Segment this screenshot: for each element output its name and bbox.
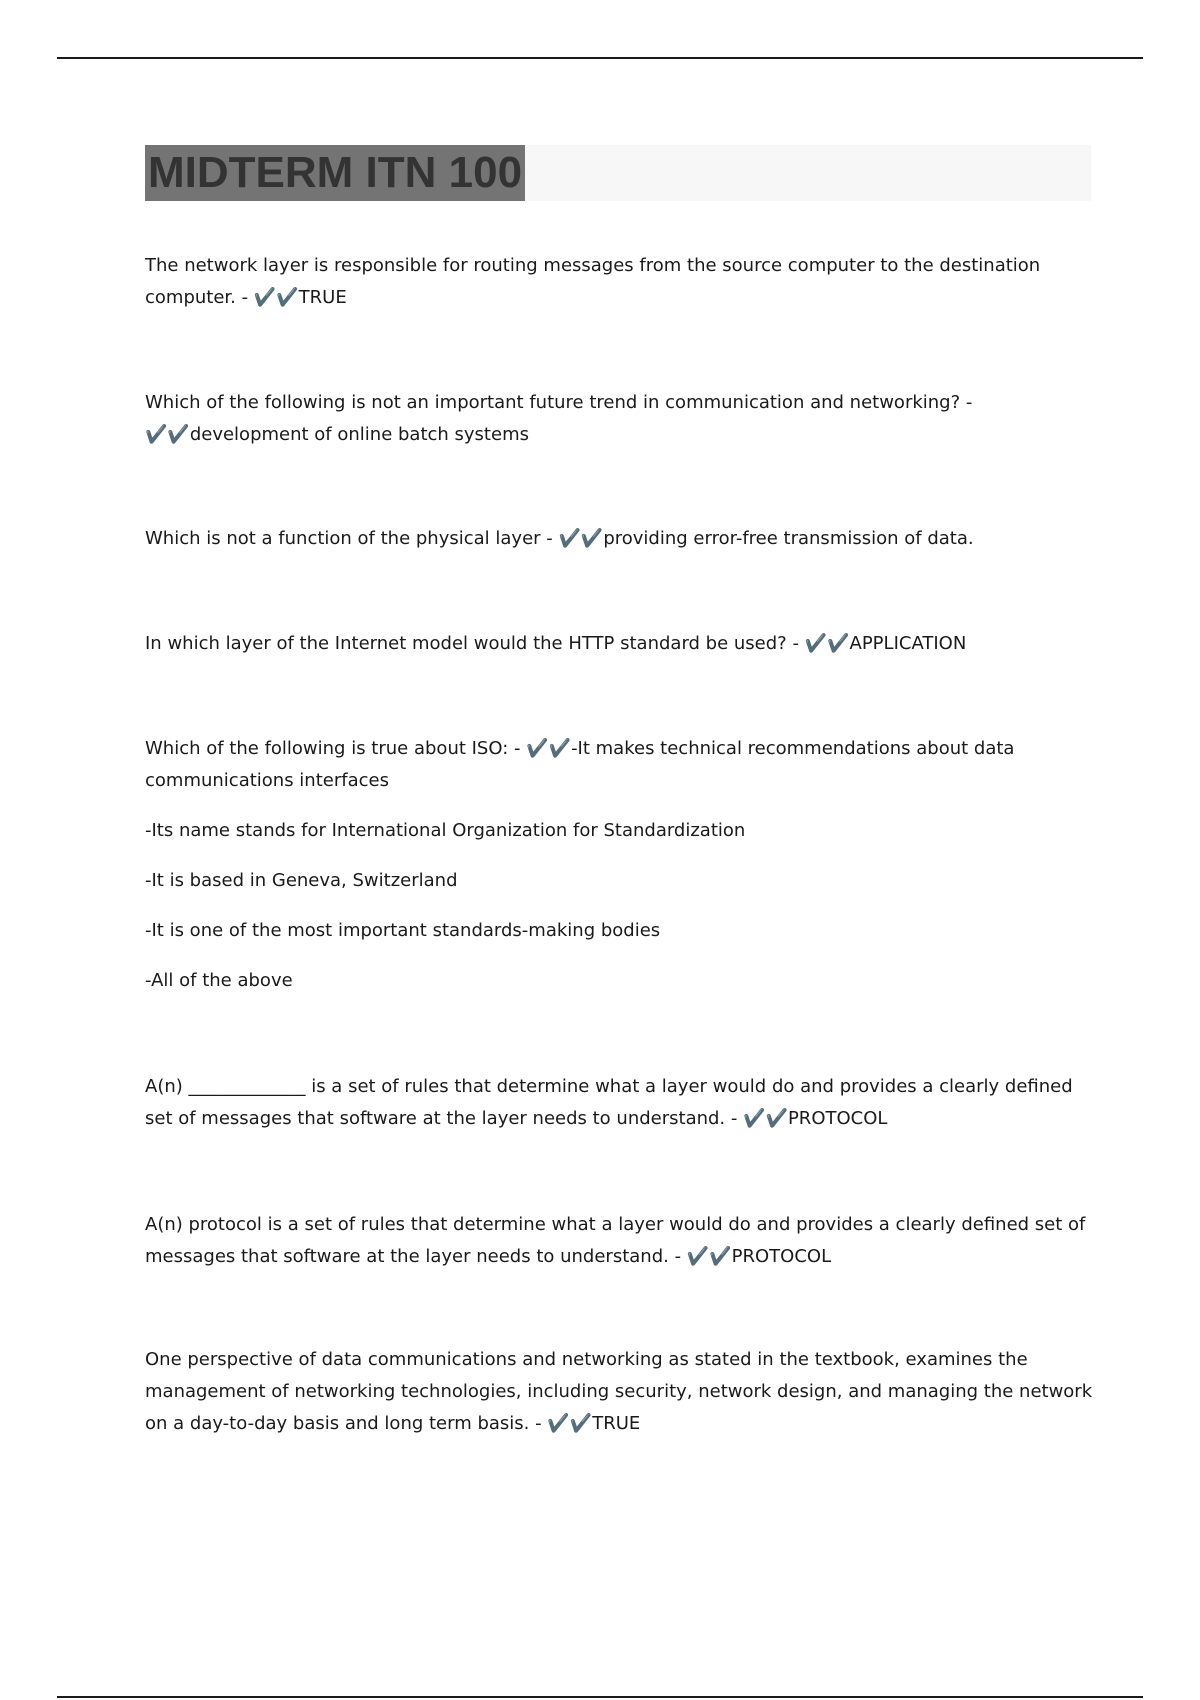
qa-paragraph — [145, 523, 1100, 555]
checkmark-icon: ✔️✔️ — [558, 528, 604, 549]
answer-text: PROTOCOL — [787, 1108, 888, 1129]
qa-item-4 — [145, 628, 1100, 660]
qa-paragraph — [145, 250, 1100, 314]
checkmark-icon: ✔️✔️ — [804, 633, 850, 654]
separator: - — [508, 738, 527, 759]
question-text: Which of the following is not an important future trend in communication and networking? — [145, 392, 961, 413]
answer-text: PROTOCOL — [731, 1246, 832, 1267]
qa-item-8 — [145, 1344, 1100, 1440]
answer-text: -It makes technical recommendations about data communications interfaces — [145, 738, 1015, 791]
checkmark-icon: ✔️✔️ — [686, 1246, 732, 1267]
qa-paragraph — [145, 628, 1100, 660]
question-text: A(n) protocol is a set of rules that determine what a layer would do and provides a clearly defined set of messages that software at the layer needs to understand. — [145, 1214, 1086, 1267]
checkmark-icon: ✔️✔️ — [743, 1108, 788, 1129]
qa-item-2 — [145, 387, 1100, 451]
qa-paragraph — [145, 1071, 1100, 1135]
qa-paragraph — [145, 387, 1100, 451]
separator: - — [960, 392, 973, 413]
document-title: MIDTERM ITN 100 — [145, 145, 525, 201]
qa-paragraph — [145, 733, 1100, 797]
separator: - — [786, 633, 805, 654]
question-text: In which layer of the Internet model would the HTTP standard be used? — [145, 633, 787, 654]
qa-item-5 — [145, 733, 1100, 997]
checkmark-icon: ✔️✔️ — [253, 287, 299, 308]
question-text: Which of the following is true about ISO: — [145, 738, 509, 759]
checkmark-icon: ✔️✔️ — [547, 1413, 593, 1434]
separator: - — [668, 1246, 687, 1267]
answer-line: -It is based in Geneva, Switzerland — [145, 870, 458, 891]
separator: - — [725, 1108, 744, 1129]
answer-line: -It is one of the most important standards-making bodies — [145, 920, 661, 941]
question-text: A(n) _____________ is a set of rules that determine what a layer would do and provides a clearly defined set of messages that software at the layer needs to understand. — [145, 1076, 1073, 1129]
footer-rule — [57, 1696, 1143, 1698]
qa-paragraph — [145, 1344, 1100, 1440]
separator: - — [540, 528, 559, 549]
qa-item-1 — [145, 250, 1100, 314]
answer-line: -Its name stands for International Organization for Standardization — [145, 820, 746, 841]
question-text: Which is not a function of the physical layer — [145, 528, 541, 549]
answer-line: -All of the above — [145, 970, 293, 991]
qa-item-3 — [145, 523, 1100, 555]
qa-item-6 — [145, 1071, 1100, 1135]
answer-text: TRUE — [592, 1413, 641, 1434]
qa-item-7 — [145, 1209, 1100, 1273]
answer-text: APPLICATION — [849, 633, 967, 654]
answer-text: providing error-free transmission of data. — [603, 528, 974, 549]
separator: - — [235, 287, 254, 308]
question-text: One perspective of data communications and networking as stated in the textbook, examines the management of networking technologies, including security, network design, and managing the network on a day-to-day basis and long term basis. — [145, 1349, 1093, 1434]
separator: - — [529, 1413, 548, 1434]
checkmark-icon: ✔️✔️ — [145, 424, 190, 445]
header-rule — [57, 57, 1143, 59]
answer-text: TRUE — [298, 287, 347, 308]
question-text: The network layer is responsible for routing messages from the source computer to the destination computer. — [145, 255, 1041, 308]
answer-text: development of online batch systems — [189, 424, 529, 445]
checkmark-icon: ✔️✔️ — [526, 738, 572, 759]
qa-paragraph — [145, 1209, 1100, 1273]
